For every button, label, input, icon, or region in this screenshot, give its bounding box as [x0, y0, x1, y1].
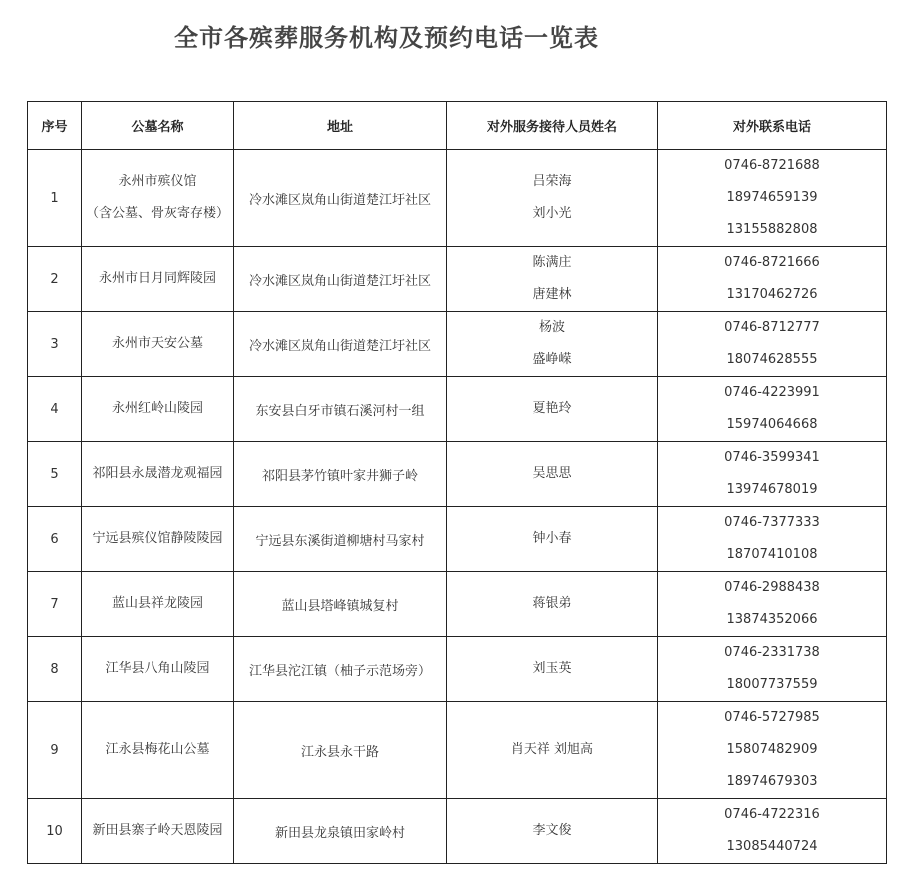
cell-address: 蓝山县塔峰镇城复村 [234, 572, 447, 637]
staff-name: 吕荣海 [532, 174, 572, 189]
phone-number: 0746-2331738 [724, 645, 820, 660]
name-line: 江华县八角山陵园 [105, 661, 210, 676]
cell-no: 3 [28, 312, 82, 377]
cell-phone [658, 312, 887, 377]
cell-staff [447, 572, 658, 637]
staff-name: 盛峥嵘 [532, 352, 572, 367]
cell-phone [658, 702, 887, 799]
name-line: 永州红岭山陵园 [111, 401, 203, 416]
cell-no: 6 [28, 507, 82, 572]
cell-name [82, 377, 234, 442]
table-row [28, 377, 887, 442]
phone-number: 13155882808 [726, 222, 818, 237]
cell-staff [447, 637, 658, 702]
phone-number: 15807482909 [726, 742, 818, 757]
cell-address: 冷水滩区岚角山街道楚江圩社区 [234, 312, 447, 377]
cell-staff [447, 507, 658, 572]
table-row [28, 702, 887, 799]
table-row [28, 442, 887, 507]
cell-staff [447, 377, 658, 442]
table-row [28, 572, 887, 637]
staff-name: 唐建林 [532, 287, 572, 302]
name-line: 祁阳县永晟潜龙观福园 [92, 466, 223, 481]
cell-no: 10 [28, 799, 82, 864]
table-row [28, 507, 887, 572]
header-name: 公墓名称 [82, 102, 234, 150]
phone-number: 0746-3599341 [724, 450, 820, 465]
phone-number: 0746-8721688 [724, 158, 820, 173]
name-line: 蓝山县祥龙陵园 [111, 596, 203, 611]
phone-number: 13085440724 [726, 839, 818, 854]
cell-no: 8 [28, 637, 82, 702]
page-title: 全市各殡葬服务机构及预约电话一览表 [174, 23, 599, 52]
cell-phone [658, 247, 887, 312]
header-phone: 对外联系电话 [658, 102, 887, 150]
cell-phone [658, 150, 887, 247]
name-line: 新田县寨子岭天恩陵园 [92, 823, 223, 838]
cell-name [82, 150, 234, 247]
cell-no: 2 [28, 247, 82, 312]
phone-number: 18707410108 [726, 547, 818, 562]
cell-staff [447, 312, 658, 377]
header-address: 地址 [234, 102, 447, 150]
cell-address: 江永县永干路 [234, 702, 447, 799]
cell-name [82, 312, 234, 377]
cell-address: 冷水滩区岚角山街道楚江圩社区 [234, 247, 447, 312]
staff-name: 李文俊 [532, 823, 572, 838]
cell-no: 5 [28, 442, 82, 507]
cell-name [82, 637, 234, 702]
name-line: 永州市天安公墓 [111, 336, 203, 351]
staff-name: 刘小光 [532, 206, 572, 221]
table-row [28, 799, 887, 864]
phone-number: 0746-2988438 [724, 580, 820, 595]
name-line: 永州市日月同辉陵园 [98, 271, 216, 286]
cell-address: 东安县白牙市镇石溪河村一组 [234, 377, 447, 442]
name-line: 江永县梅花山公墓 [105, 742, 210, 757]
table-row [28, 312, 887, 377]
phone-number: 0746-8712777 [724, 320, 820, 335]
phone-number: 0746-8721666 [724, 255, 820, 270]
cell-address: 宁远县东溪街道柳塘村马家村 [234, 507, 447, 572]
cell-name [82, 247, 234, 312]
cell-address: 冷水滩区岚角山街道楚江圩社区 [234, 150, 447, 247]
name-line: （含公墓、骨灰寄存楼） [85, 206, 229, 221]
cell-no: 4 [28, 377, 82, 442]
cell-staff [447, 247, 658, 312]
cell-phone [658, 637, 887, 702]
cell-staff [447, 150, 658, 247]
phone-number: 0746-4223991 [724, 385, 820, 400]
cell-no: 7 [28, 572, 82, 637]
phone-number: 18974659139 [726, 190, 818, 205]
staff-name: 钟小春 [532, 531, 572, 546]
cell-phone [658, 799, 887, 864]
cell-name [82, 507, 234, 572]
cell-name [82, 572, 234, 637]
table-row [28, 150, 887, 247]
phone-number: 18007737559 [726, 677, 818, 692]
cell-phone [658, 572, 887, 637]
phone-number: 18074628555 [726, 352, 818, 367]
cell-staff [447, 702, 658, 799]
header-no: 序号 [28, 102, 82, 150]
staff-name: 刘玉英 [532, 661, 572, 676]
cell-name [82, 702, 234, 799]
phone-number: 18974679303 [726, 774, 818, 789]
table-header-row [28, 102, 887, 150]
phone-number: 13874352066 [726, 612, 818, 627]
funeral-directory-table [27, 101, 887, 864]
table-row [28, 637, 887, 702]
staff-name: 肖天祥 刘旭高 [510, 742, 594, 757]
phone-number: 13170462726 [726, 287, 818, 302]
cell-no: 9 [28, 702, 82, 799]
phone-number: 0746-5727985 [724, 710, 820, 725]
cell-address: 祁阳县茅竹镇叶家井狮子岭 [234, 442, 447, 507]
header-staff: 对外服务接待人员姓名 [447, 102, 658, 150]
phone-number: 15974064668 [726, 417, 818, 432]
phone-number: 0746-7377333 [724, 515, 820, 530]
table-row [28, 247, 887, 312]
staff-name: 陈满庄 [532, 255, 572, 270]
cell-staff [447, 442, 658, 507]
cell-address: 江华县沱江镇（柚子示范场旁） [234, 637, 447, 702]
cell-phone [658, 377, 887, 442]
cell-name [82, 799, 234, 864]
staff-name: 吴思思 [532, 466, 572, 481]
cell-phone [658, 507, 887, 572]
cell-no: 1 [28, 150, 82, 247]
cell-staff [447, 799, 658, 864]
staff-name: 夏艳玲 [532, 401, 572, 416]
staff-name: 蒋银弟 [532, 596, 572, 611]
cell-address: 新田县龙泉镇田家岭村 [234, 799, 447, 864]
staff-name: 杨波 [538, 320, 565, 335]
cell-phone [658, 442, 887, 507]
phone-number: 13974678019 [726, 482, 818, 497]
cell-name [82, 442, 234, 507]
name-line: 永州市殡仪馆 [118, 174, 197, 189]
name-line: 宁远县殡仪馆静陵陵园 [92, 531, 223, 546]
phone-number: 0746-4722316 [724, 807, 820, 822]
